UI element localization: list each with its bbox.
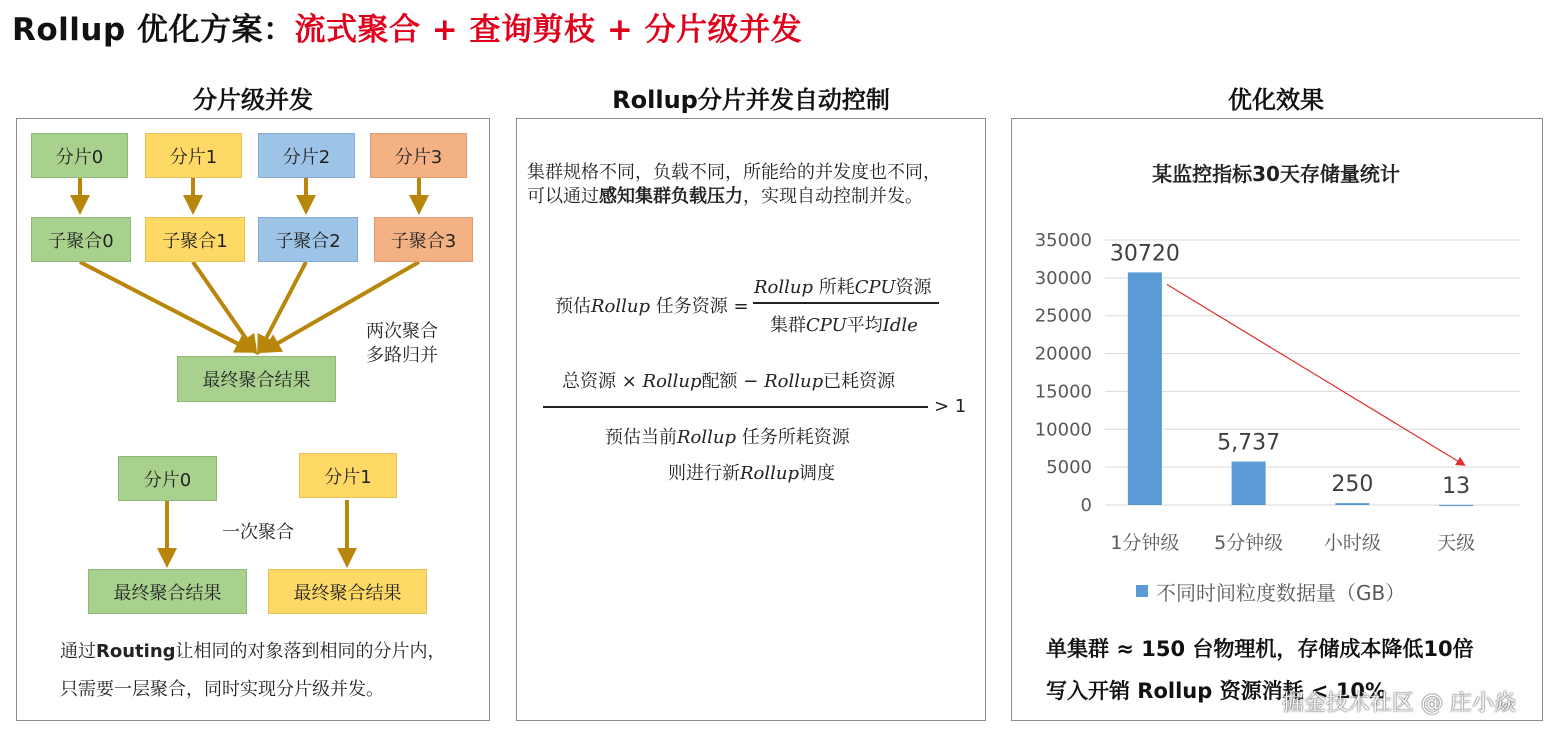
f2-num-math1: Rollup <box>642 371 702 392</box>
y-tick-label: 20000 <box>1034 343 1092 365</box>
f1-lhs-math: Rollup <box>591 296 651 317</box>
legend-swatch <box>1136 585 1148 597</box>
f2-num-text2: 配额 − <box>701 371 765 392</box>
bar <box>1128 272 1162 505</box>
right-footer-line1: 单集群 ≈ 150 台物理机，存储成本降低10倍 <box>1046 637 1474 661</box>
data-label: 5,737 <box>1217 430 1281 456</box>
f2-den-math1: Rollup <box>677 427 737 448</box>
f2-then-text1: 则进行新 <box>668 463 740 484</box>
trend-arrow <box>1167 284 1464 464</box>
shard-1-box: 分片1 <box>145 133 242 178</box>
x-category-label: 1分钟级 <box>1110 532 1180 554</box>
f2-num-text3: 已耗资源 <box>823 371 896 392</box>
x-category-label: 天级 <box>1437 532 1476 554</box>
f2-then-math1: Rollup <box>740 463 800 484</box>
middle-desc-pre: 可以通过 <box>527 186 599 207</box>
f2-den-text1: 预估当前 <box>605 427 677 448</box>
lower-shard-0-box: 分片0 <box>118 456 217 501</box>
y-tick-label: 15000 <box>1034 381 1092 403</box>
data-label: 250 <box>1331 472 1374 498</box>
y-tick-label: 35000 <box>1034 230 1092 251</box>
f1-num-math1: Rollup <box>754 277 814 298</box>
middle-desc-bold: 感知集群负载压力 <box>599 186 743 207</box>
two-stage-note-line1: 两次聚合 <box>366 321 438 342</box>
sub-agg-2-box: 子聚合2 <box>258 217 358 262</box>
formula2-rhs: > 1 <box>934 396 967 417</box>
data-label: 30720 <box>1109 241 1180 267</box>
f1-num-math2: CPU <box>854 277 896 298</box>
bar <box>1232 462 1266 505</box>
lower-shard-1-box: 分片1 <box>299 453 397 498</box>
lower-result-1-box: 最终聚合结果 <box>268 569 427 614</box>
data-label: 13 <box>1442 473 1471 499</box>
y-tick-label: 0 <box>1080 495 1092 516</box>
shard-2-box: 分片2 <box>258 133 355 178</box>
title-highlight: 流式聚合 + 查询剪枝 + 分片级并发 <box>294 12 803 48</box>
f1-den-text2: 平均 <box>846 315 883 336</box>
watermark: 掘金技术社区 @ 庄小焱 <box>1282 691 1516 716</box>
sub-agg-1-box: 子聚合1 <box>145 217 245 262</box>
left-desc-bold: Routing <box>96 641 176 662</box>
f1-den-math2: Idle <box>882 315 918 336</box>
two-stage-note-line2: 多路归并 <box>366 345 438 366</box>
x-category-label: 小时级 <box>1323 532 1381 554</box>
bar <box>1439 505 1473 506</box>
f2-den-text2: 任务所耗资源 <box>736 427 850 448</box>
f1-den-text1: 集群 <box>770 315 806 336</box>
right-heading: 优化效果 <box>1228 86 1324 114</box>
chart-title: 某监控指标30天存储量统计 <box>1152 162 1400 186</box>
left-desc-pre: 通过 <box>60 641 96 662</box>
left-desc-line2: 只需要一层聚合，同时实现分片级并发。 <box>60 679 384 700</box>
middle-desc-line1: 集群规格不同，负载不同，所能给的并发度也不同， <box>527 162 941 183</box>
f1-lhs-pre: 预估 <box>555 296 591 317</box>
lower-result-0-box: 最终聚合结果 <box>88 569 247 614</box>
legend-label: 不同时间粒度数据量（GB） <box>1156 581 1406 605</box>
shard-3-box: 分片3 <box>370 133 467 178</box>
y-tick-label: 30000 <box>1034 267 1092 289</box>
one-stage-note: 一次聚合 <box>222 522 294 543</box>
bar <box>1335 503 1369 505</box>
sub-agg-3-box: 子聚合3 <box>374 217 473 262</box>
title-main: Rollup 优化方案： <box>12 12 295 48</box>
shard-0-box: 分片0 <box>31 133 128 178</box>
f2-num-math2: Rollup <box>764 371 824 392</box>
f1-num-text2: 资源 <box>895 277 932 298</box>
left-heading: 分片级并发 <box>193 86 313 114</box>
right-footer-line2: 写入开销 Rollup 资源消耗 < 10% <box>1046 679 1387 703</box>
f2-num-text1: 总资源 × <box>562 371 643 392</box>
sub-agg-0-box: 子聚合0 <box>31 217 131 262</box>
y-tick-label: 10000 <box>1034 419 1092 441</box>
f2-then-text2: 调度 <box>799 463 836 484</box>
x-category-label: 5分钟级 <box>1214 532 1284 554</box>
f1-num-text1: 所耗 <box>813 277 855 298</box>
middle-desc-post: ，实现自动控制并发。 <box>743 186 923 207</box>
f1-lhs-post: 任务资源 = <box>650 296 749 317</box>
final-result-box: 最终聚合结果 <box>177 356 336 402</box>
y-tick-label: 5000 <box>1046 457 1092 479</box>
f1-den-math1: CPU <box>806 315 847 336</box>
middle-heading: Rollup分片并发自动控制 <box>612 86 890 114</box>
left-desc-post: 让相同的对象落到相同的分片内， <box>175 641 446 662</box>
y-tick-label: 25000 <box>1034 305 1092 327</box>
